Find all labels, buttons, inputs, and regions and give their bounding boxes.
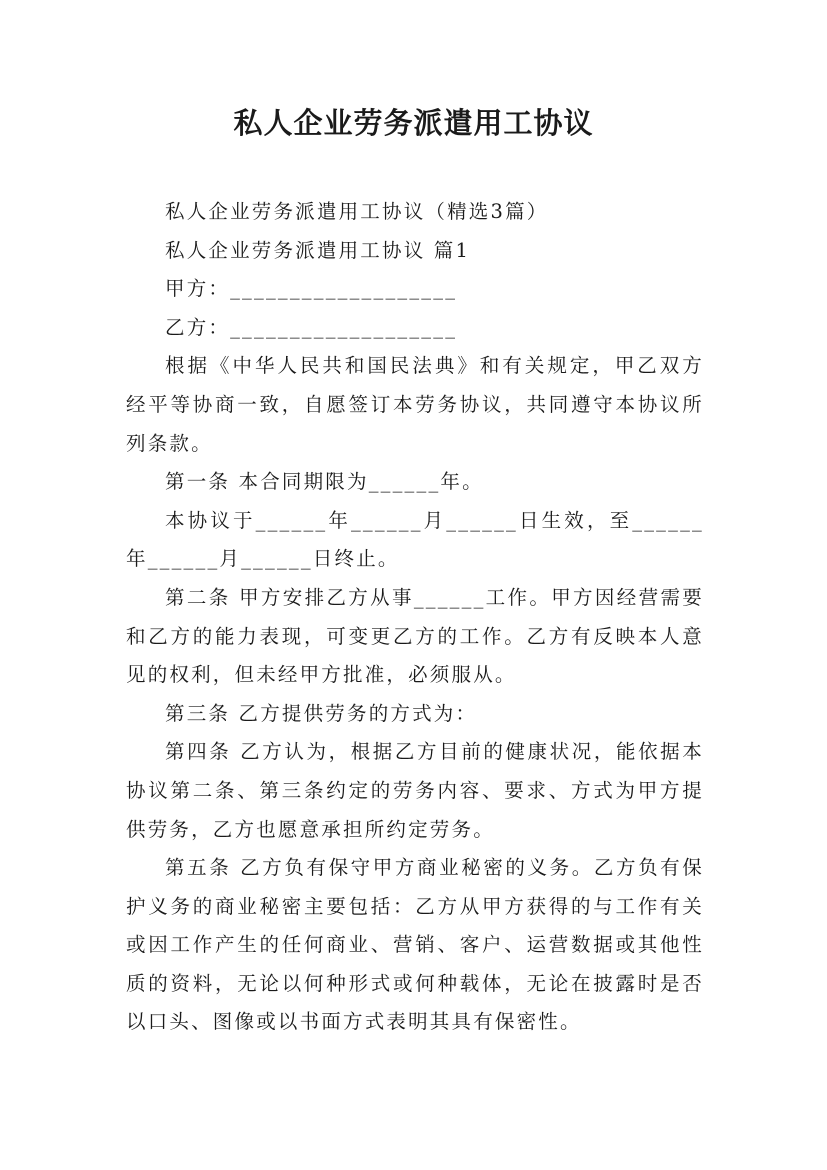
document-body <box>126 193 704 1042</box>
preamble-paragraph: 根据《中华人民共和国民法典》和有关规定，甲乙双方经平等协商一致，自愿签订本劳务协议，共同遵守本协议所列条款。 <box>126 354 704 455</box>
party-a-line: 甲方：___________________ <box>165 277 458 301</box>
article-1-paragraph: 第一条 本合同期限为______年。 <box>165 470 484 494</box>
article-4-paragraph: 第四条 乙方认为，根据乙方目前的健康状况，能依据本协议第二条、第三条约定的劳务内容、要求、方式为甲方提供劳务，乙方也愿意承担所约定劳务。 <box>126 740 704 841</box>
article-2-paragraph: 第二条 甲方安排乙方从事______工作。甲方因经营需要和乙方的能力表现，可变更乙方的工作。乙方有反映本人意见的权利，但未经甲方批准，必须服从。 <box>126 585 704 687</box>
subtitle-paragraph: 私人企业劳务派遣用工协议（精选3篇） <box>165 200 549 223</box>
article-3-paragraph: 第三条 乙方提供劳务的方式为： <box>165 701 478 725</box>
party-b-line: 乙方：___________________ <box>165 315 458 339</box>
document-title: 私人企业劳务派遣用工协议 <box>233 106 594 140</box>
article-5-paragraph: 第五条 乙方负有保守甲方商业秘密的义务。乙方负有保护义务的商业秘密主要包括：乙方从甲方获得的与工作有关或因工作产生的任何商业、营销、客户、运营数据或其他性质的资料，无论以何种形式或何种载体，无论在披露时是否以口头、图像或以书面方式表明其具有保密性。 <box>126 856 704 1034</box>
effective-date-paragraph: 本协议于______年______月______日生效，至______年______月______日终止。 <box>126 508 704 571</box>
section-heading: 私人企业劳务派遣用工协议 篇1 <box>165 238 471 262</box>
